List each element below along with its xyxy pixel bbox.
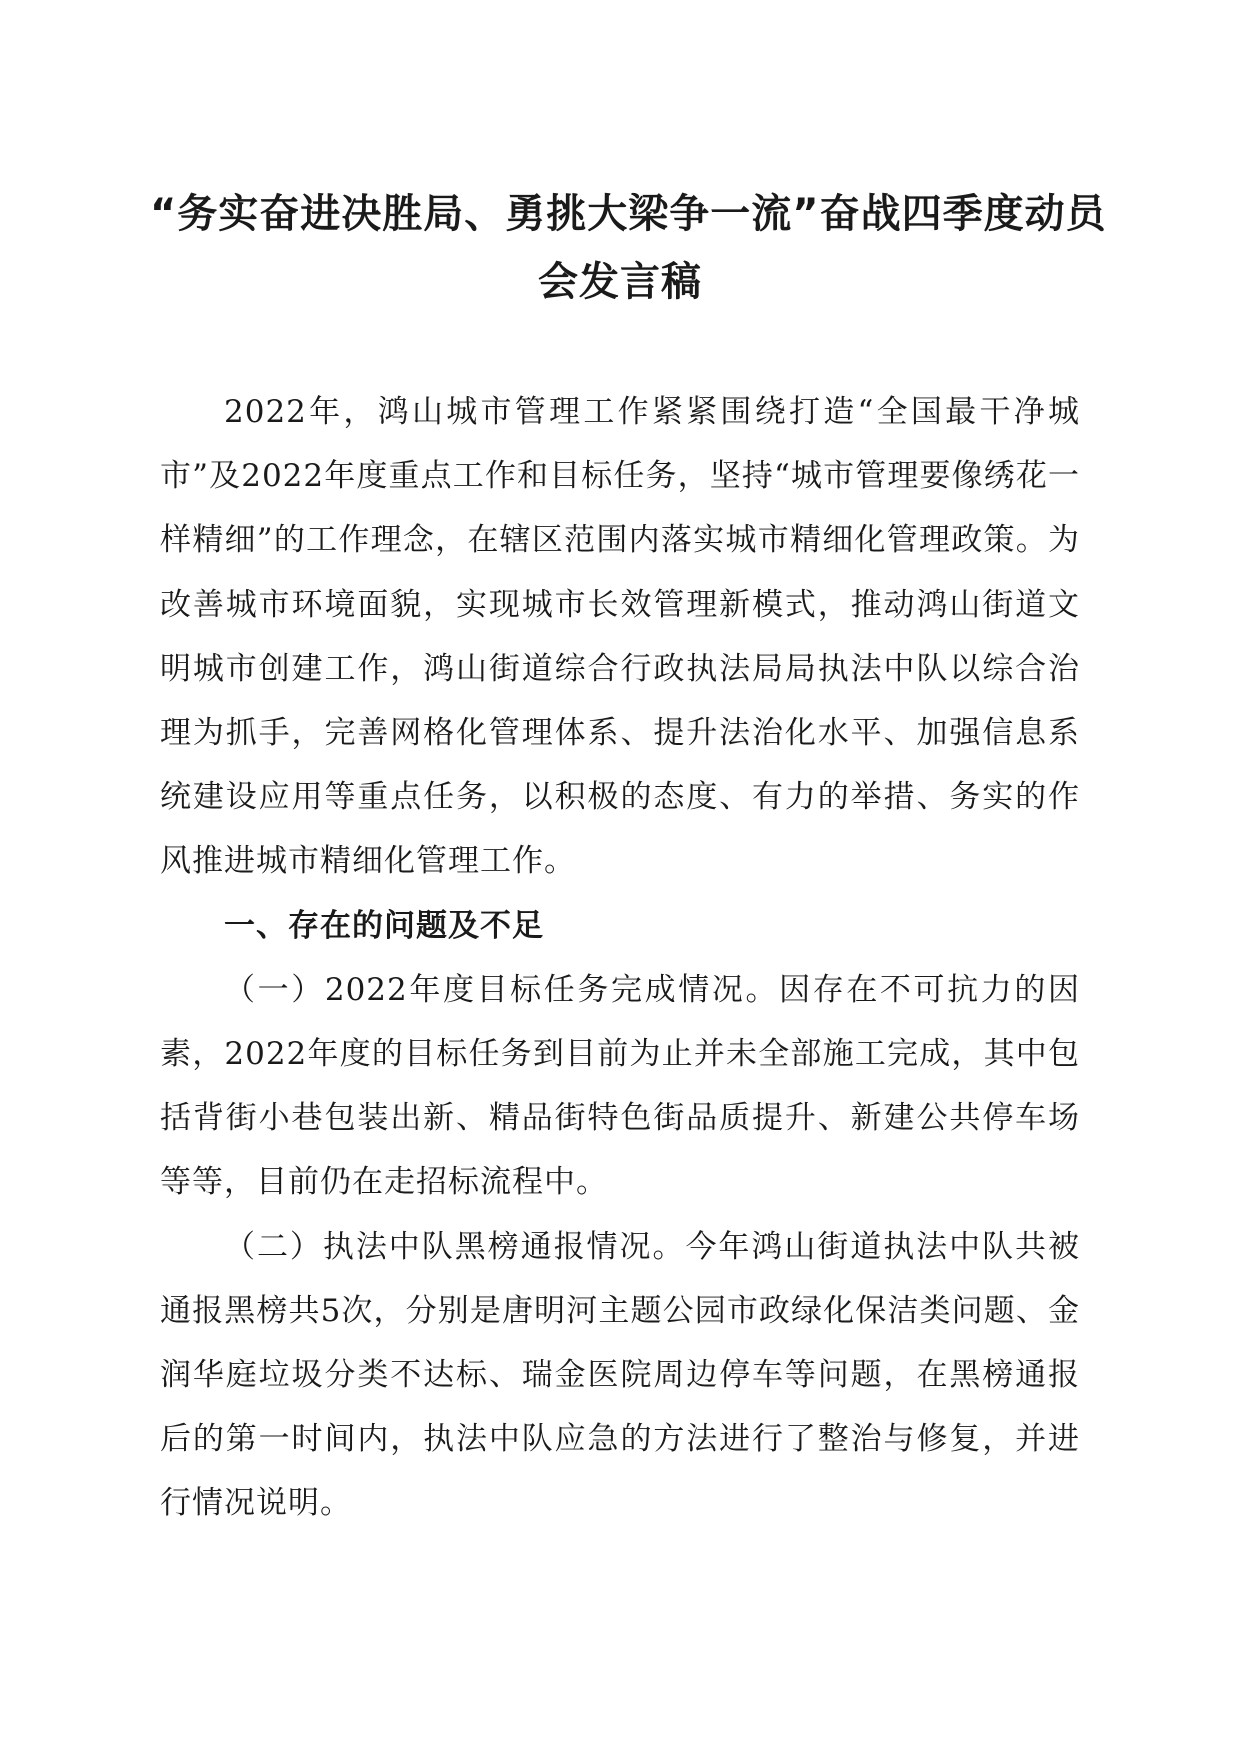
paragraph-annual-targets: （一）2022年度目标任务完成情况。因存在不可抗力的因素，2022年度的目标任务到目前为止并未全部施工完成，其中包括背街小巷包装出新、精品街特色街品质提升、新建公共停车场等等，目前仍在走招标流程中。: [160, 971, 1080, 1201]
intro-paragraph: 2022年，鸿山城市管理工作紧紧围绕打造“全国最干净城市”及2022年度重点工作和目标任务，坚持“城市管理要像绣花一样精细”的工作理念，在辖区范围内落实城市精细化管理政策。为改善城市环境面貌，实现城市长效管理新模式，推动鸿山街道文明城市创建工作，鸿山街道综合行政执法局局执法中队以综合治理为抓手，完善网格化管理体系、提升法治化水平、加强信息系统建设应用等重点任务，以积极的态度、有力的举措、务实的作风推进城市精细化管理工作。: [160, 394, 1080, 880]
section-heading-problems: 一、存在的问题及不足: [224, 907, 544, 944]
paragraph-blacklist-report: （二）执法中队黑榜通报情况。今年鸿山街道执法中队共被通报黑榜共5次，分别是唐明河主题公园市政绿化保洁类问题、金润华庭垃圾分类不达标、瑞金医院周边停车等问题，在黑榜通报后的第一时间内，执法中队应急的方法进行了整治与修复，并进行情况说明。: [160, 1228, 1080, 1522]
title-line-2: 会发言稿: [538, 259, 702, 305]
document-body: [160, 380, 1080, 1536]
document-title: [150, 180, 1107, 316]
title-line-1: “务实奋进决胜局、勇挑大梁争一流”奋战四季度动员: [150, 191, 1107, 237]
